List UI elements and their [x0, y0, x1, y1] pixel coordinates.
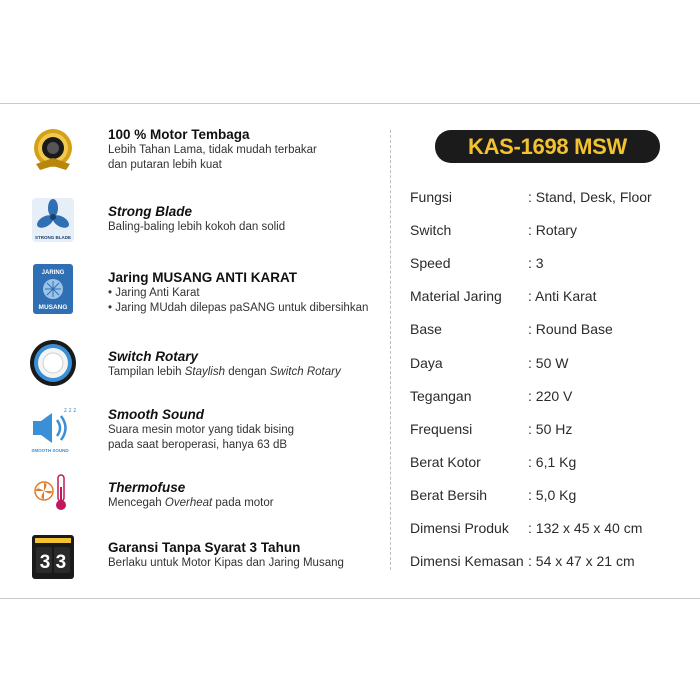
feature-desc-line1: Baling-baling lebih kokoh dan solid: [108, 221, 286, 233]
feature-title: Garansi Tanpa Syarat 3 Tahun: [108, 540, 301, 555]
icon-bottom-label: MUSANG: [38, 304, 68, 311]
spec-row: [410, 355, 695, 375]
feature-desc-line1: Lebih Tahan Lama, tidak mudah terbakar: [108, 144, 317, 156]
feature-title: Strong Blade: [108, 204, 193, 219]
spec-label: Berat Bersih: [410, 486, 488, 503]
feature-smooth-sound: [28, 404, 388, 454]
spec-row: [410, 520, 695, 540]
feature-desc: Mencegah Overheat pada motor: [108, 497, 274, 509]
spec-row: [410, 454, 695, 474]
feature-desc: Tampilan lebih Staylish dengan Switch Rotary: [108, 366, 341, 378]
spec-value: : 5,0 Kg: [528, 486, 577, 503]
bottom-rule: [0, 598, 700, 599]
spec-row: [410, 321, 695, 341]
spec-label: Dimensi Produk: [410, 520, 509, 536]
musang-net-icon: [28, 264, 78, 314]
feature-title: Switch Rotary: [108, 349, 199, 364]
feature-copper-motor: [28, 126, 388, 176]
spec-value: : 50 Hz: [528, 420, 573, 437]
spec-row: [410, 388, 695, 408]
icon-zzz: z z z: [64, 408, 77, 414]
warranty-badge-icon: [28, 533, 78, 583]
copper-motor-badge-icon: [28, 126, 78, 176]
spec-value: : 132 x 45 x 40 cm: [528, 520, 643, 536]
icon-label: SMOOTH SOUND: [31, 448, 69, 453]
feature-desc-line2: • Jaring MUdah dilepas paSANG untuk dibersihkan: [108, 302, 369, 314]
feature-desc-line1: • Jaring Anti Karat: [108, 287, 200, 299]
feature-title: 100 % Motor Tembaga: [108, 127, 250, 142]
spec-row: [410, 189, 695, 209]
thermometer-fan-icon: [28, 469, 78, 519]
feature-desc-line2: dan putaran lebih kuat: [108, 159, 222, 171]
spec-value: : Anti Karat: [528, 288, 597, 305]
feature-warranty: [28, 533, 388, 583]
feature-title: Jaring MUSANG ANTI KARAT: [108, 270, 297, 285]
spec-row: [410, 553, 695, 573]
spec-value: : 50 W: [528, 354, 569, 371]
spec-value: : 6,1 Kg: [528, 453, 577, 470]
spec-label: Speed: [410, 255, 451, 272]
fan-blade-icon: [28, 196, 78, 246]
icon-label: STRONG BLADE: [35, 235, 71, 240]
spec-row: [410, 487, 695, 507]
spec-label: Base: [410, 321, 442, 338]
spec-value: : Rotary: [528, 222, 578, 239]
model-badge: KAS-1698 MSW: [435, 130, 660, 163]
spec-label: Daya: [410, 354, 443, 371]
spec-label: Fungsi: [410, 189, 453, 205]
feature-desc-line1: Suara mesin motor yang tidak bising: [108, 424, 295, 436]
spec-label: Switch: [410, 222, 452, 239]
feature-musang-net: [28, 264, 388, 314]
feature-title: Smooth Sound: [108, 407, 204, 422]
spec-label: Berat Kotor: [410, 453, 481, 470]
spec-row: [410, 222, 695, 242]
spec-value: : 3: [528, 255, 544, 272]
feature-switch-rotary: [28, 338, 388, 388]
feature-title: Thermofuse: [108, 480, 186, 495]
feature-thermofuse: [28, 469, 388, 519]
spec-value: : Stand, Desk, Floor: [528, 189, 652, 205]
feature-desc-line1: Berlaku untuk Motor Kipas dan Jaring Musang: [108, 557, 344, 569]
spec-label: Tegangan: [410, 387, 472, 404]
spec-label: Frequensi: [410, 420, 473, 437]
spec-label: Material Jaring: [410, 288, 502, 305]
spec-value: : 54 x 47 x 21 cm: [528, 553, 635, 570]
spec-row: [410, 288, 695, 308]
rotary-switch-icon: [28, 338, 78, 388]
feature-strong-blade: [28, 196, 388, 246]
spec-row: [410, 421, 695, 441]
spec-value: : 220 V: [528, 387, 573, 404]
speaker-icon: [28, 404, 78, 454]
spec-row: [410, 255, 695, 275]
top-rule: [0, 103, 700, 104]
icon-digits: 3 3: [39, 552, 67, 573]
spec-label: Dimensi Kemasan: [410, 553, 524, 570]
feature-desc-line2: pada saat beroperasi, hanya 63 dB: [108, 439, 288, 451]
spec-value: : Round Base: [528, 321, 613, 338]
icon-top-label: JARING: [41, 270, 65, 276]
